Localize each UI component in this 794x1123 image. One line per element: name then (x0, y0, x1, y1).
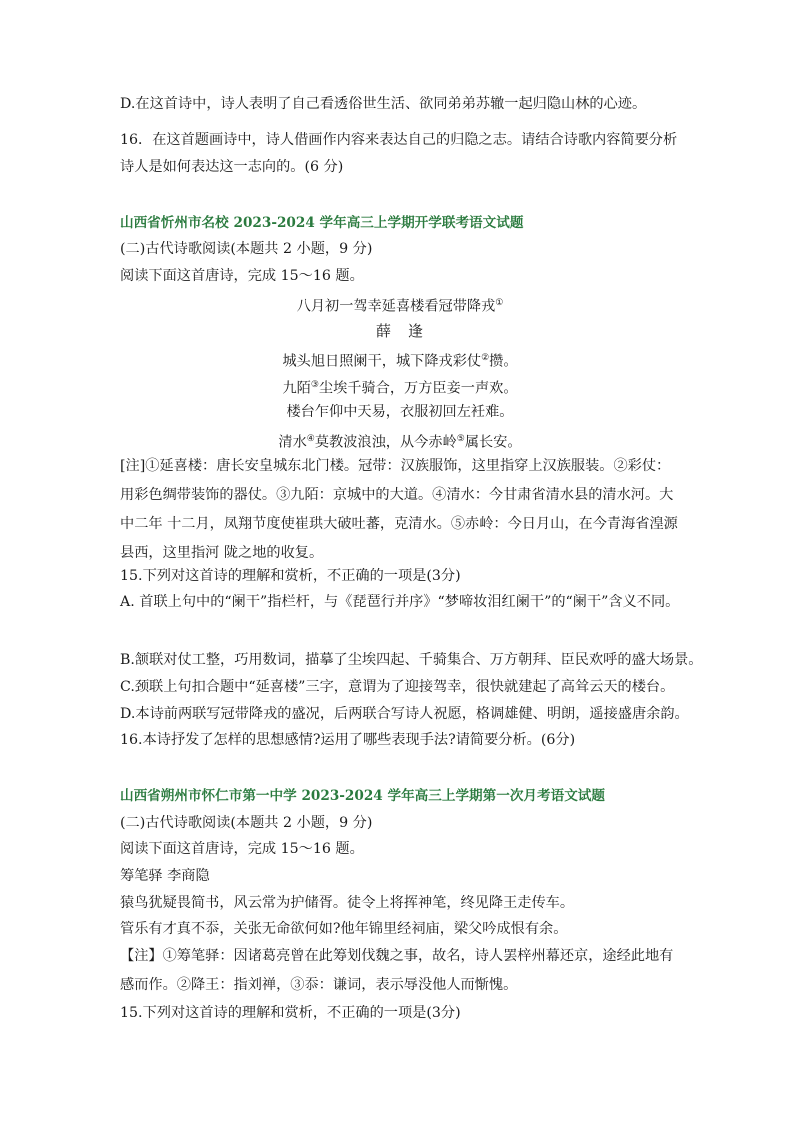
question-15: 15.下列对这首诗的理解和赏析，不正确的一项是(3分) (120, 568, 461, 584)
poem-title (120, 293, 680, 317)
question-16-line-1: 16．在这首题画诗中，诗人借画作内容来表达自己的归隐之志。请结合诗歌内容简要分析 (120, 132, 678, 148)
poem-line-2-footnote: ③ (310, 380, 319, 390)
section-2-instruction: 阅读下面这首唐诗，完成 15～16 题。 (120, 841, 364, 857)
poem-author: 薛 逢 (375, 322, 424, 340)
section-2-heading: 山西省朔州市怀仁市第一中学 2023-2024 学年高三上学期第一次月考语文试题 (120, 788, 605, 804)
section-2-poem-line-1: 猿鸟犹疑畏简书，风云常为护储胥。徒令上将挥神笔，终见降王走传车。 (120, 895, 575, 911)
option-d-2: D.本诗前两联写冠带降戎的盛况，后两联合写诗人祝愿，格调雄健、明朗，遥接盛唐余韵。 (120, 706, 689, 722)
poem-line-2-b: 尘埃千骑合，万方臣妾一声欢。 (318, 380, 518, 397)
option-c: C.颈联上句扣合题中“延喜楼”三字，意谓为了迎接驾幸，很快就建起了高耸云天的楼台。 (120, 679, 675, 695)
poem-title-text: 八月初一驾幸延喜楼看冠带降戎 (296, 298, 496, 315)
section-1-part: (二)古代诗歌阅读(本题共 2 小题，9 分) (120, 241, 373, 257)
section-2-part: (二)古代诗歌阅读(本题共 2 小题，9 分) (120, 815, 373, 831)
poem-line-1 (120, 348, 680, 372)
section-1-instruction: 阅读下面这首唐诗，完成 15～16 题。 (120, 268, 364, 284)
poem-line-4-footnote-a: ④ (306, 434, 315, 444)
poem-line-4-a: 清水 (278, 434, 307, 451)
section-2-poem-line-2: 管乐有才真不忝，关张无命欲何如?他年锦里经祠庙，梁父吟成恨有余。 (120, 921, 568, 937)
poem-line-1-b: 攒。 (489, 353, 518, 370)
section-1-heading: 山西省忻州市名校 2023-2024 学年高三上学期开学联考语文试题 (120, 215, 524, 231)
poem-line-3 (120, 402, 680, 422)
question-16: 16.本诗抒发了怎样的思想感情?运用了哪些表现手法?请简要分析。(6分) (120, 732, 576, 748)
poem-line-4-c: 属长安。 (464, 434, 522, 451)
poem-line-4 (120, 429, 680, 453)
poem-line-1-a: 城头旭日照阑干，城下降戎彩仗 (282, 353, 482, 370)
section-2-question-15: 15.下列对这首诗的理解和赏析，不正确的一项是(3分) (120, 1005, 461, 1021)
option-a: A. 首联上句中的“阑干”指栏杆，与《琵琶行并序》“梦啼妆泪红阑干”的“阑干”含义不同。 (120, 594, 680, 610)
section-1-note: [注]①延喜楼：唐长安皇城东北门楼。冠带：汉族服饰，这里指穿上汉族服装。②彩仗：用彩色绸带装饰的器仗。③九陌：京城中的大道。④清水：今甘肃省清水县的清水河。大中二年 十二月，凤翔节度使崔珙大破吐蕃，克清水。⑤赤岭：今日月山，在今青海省湟源县西，这里指河 陇之地的收复。 (120, 458, 678, 561)
poem-line-4-footnote-b: ⑤ (456, 434, 465, 444)
poem-line-3-a: 楼台乍仰中天易，衣服初回左衽难。 (286, 404, 514, 420)
option-b: B.颔联对仗工整，巧用数词，描摹了尘埃四起、千骑集合、万方朝拜、臣民欢呼的盛大场景。 (120, 652, 703, 668)
option-d: D.在这首诗中，诗人表明了自己看透俗世生活、欲同弟弟苏辙一起归隐山林的心迹。 (120, 96, 647, 112)
section-2-poem-title: 筹笔驿 李商隐 (120, 868, 210, 884)
section-2-note: 【注】①筹笔驿：因诸葛亮曾在此筹划伐魏之事，故名，诗人罢梓州幕还京，途经此地有感而作。②降王：指刘禅，③忝：谦词，表示辱没他人而惭愧。 (120, 948, 674, 993)
poem-line-2-a: 九陌 (282, 380, 311, 397)
poem-line-1-footnote: ② (481, 353, 490, 363)
poem-line-2 (120, 375, 680, 399)
poem-line-4-b: 莫教波浪浊，从今赤岭 (314, 434, 457, 451)
question-16-line-2: 诗人是如何表达这一志向的。(6 分) (120, 159, 344, 175)
poem-title-footnote: ① (495, 298, 504, 308)
